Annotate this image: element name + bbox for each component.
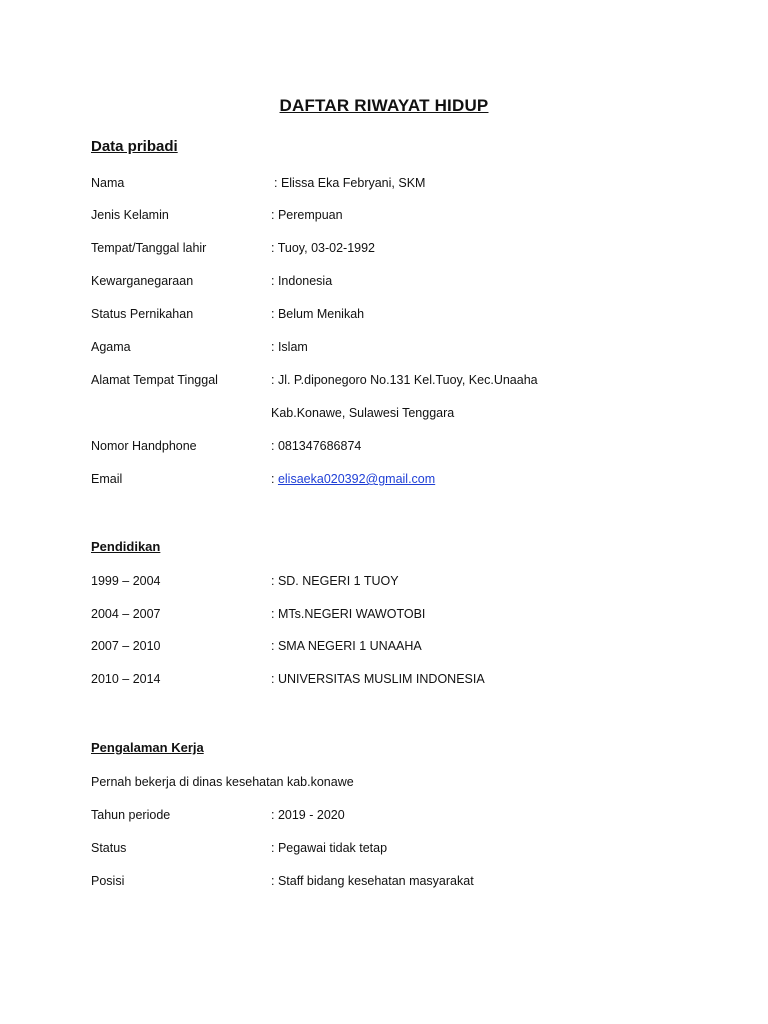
row-label: Posisi [91,874,125,888]
row-value [271,469,435,489]
personal-row-email [0,469,768,489]
section-heading-personal: Data pribadi [91,138,178,155]
row-label: Tempat/Tanggal lahir [91,241,207,255]
education-row [0,571,768,591]
document-title: DAFTAR RIWAYAT HIDUP [279,96,489,115]
row-value: : Jl. P.diponegoro No.131 Kel.Tuoy, Kec.Unaaha [271,373,538,387]
personal-row-address-cont [0,403,768,423]
row-value: : Tuoy, 03-02-1992 [271,241,376,255]
row-value: : Elissa Eka Febryani, SKM [274,176,426,190]
section-heading-experience: Pengalaman Kerja [91,740,204,755]
row-label: Kewarganegaraan [91,274,194,288]
row-value: : 2019 - 2020 [271,808,345,822]
education-row [0,604,768,624]
row-label: Status Pernikahan [91,307,194,321]
row-value: : Pegawai tidak tetap [271,841,388,855]
section-heading-education: Pendidikan [91,539,161,554]
row-value: : Indonesia [271,274,333,288]
experience-intro-row [0,772,768,792]
personal-row-name [0,173,768,193]
row-value: : SD. NEGERI 1 TUOY [271,574,399,588]
row-label: 2007 – 2010 [91,639,161,653]
row-label: Nama [91,176,125,190]
row-value: : Perempuan [271,208,343,222]
row-label: 2004 – 2007 [91,607,161,621]
row-value: Kab.Konawe, Sulawesi Tenggara [271,406,455,420]
row-label: Status [91,841,127,855]
row-value: : Staff bidang kesehatan masyarakat [271,874,474,888]
education-row [0,636,768,656]
row-value: : 081347686874 [271,439,362,453]
row-label: Tahun periode [91,808,171,822]
row-label: 2010 – 2014 [91,672,161,686]
personal-row-phone [0,436,768,456]
experience-row [0,805,768,825]
row-value: : Belum Menikah [271,307,365,321]
personal-row-marital [0,304,768,324]
email-prefix: : [271,472,278,486]
personal-row-religion [0,337,768,357]
personal-row-birth [0,238,768,258]
row-label: Alamat Tempat Tinggal [91,373,218,387]
row-value: : SMA NEGERI 1 UNAAHA [271,639,422,653]
personal-row-gender [0,205,768,225]
experience-intro: Pernah bekerja di dinas kesehatan kab.konawe [91,775,354,789]
row-value: : UNIVERSITAS MUSLIM INDONESIA [271,672,485,686]
row-value: : MTs.NEGERI WAWOTOBI [271,607,426,621]
personal-row-citizenship [0,271,768,291]
row-label: Email [91,472,123,486]
row-label: Jenis Kelamin [91,208,169,222]
personal-row-address [0,370,768,390]
experience-row [0,871,768,891]
row-label: Agama [91,340,131,354]
row-label: 1999 – 2004 [91,574,161,588]
education-row [0,669,768,689]
experience-row [0,838,768,858]
row-value: : Islam [271,340,308,354]
row-label: Nomor Handphone [91,439,197,453]
email-link[interactable]: elisaeka020392@gmail.com [277,472,436,486]
